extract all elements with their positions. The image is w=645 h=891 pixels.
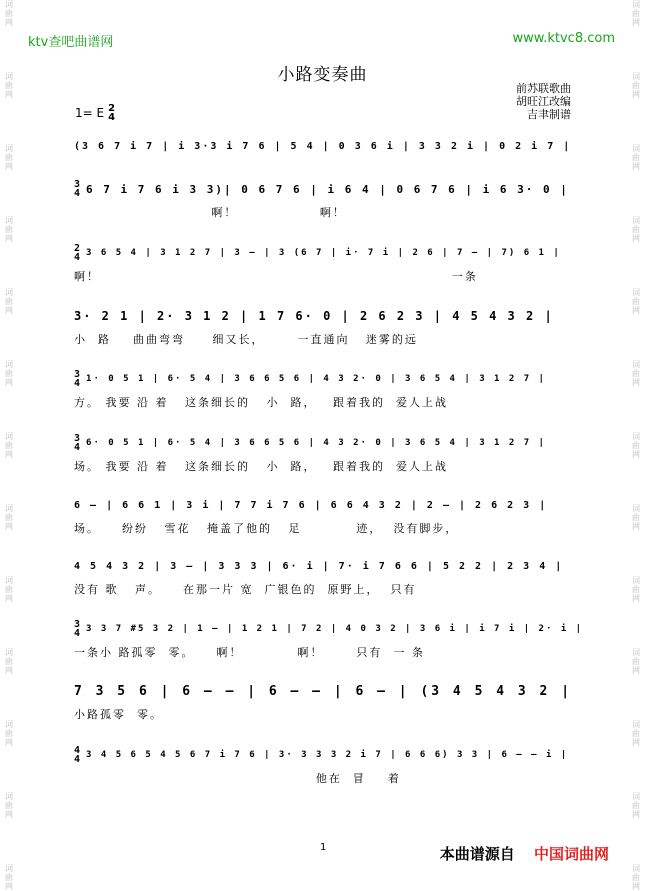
row-time-signature xyxy=(74,434,80,452)
notation-line xyxy=(74,303,574,329)
page-number: 1 xyxy=(320,842,327,853)
row-time-bottom: 4 xyxy=(74,378,81,389)
watermark-char: 词 xyxy=(632,648,640,657)
watermark-char: 词 xyxy=(632,288,640,297)
row-time-bottom: 4 xyxy=(74,252,81,263)
watermark-char: 网 xyxy=(632,162,640,171)
watermark-group xyxy=(632,864,640,891)
notes-text: 3· 2 1 | 2· 3 1 2 | 1 7 6· 0 | 2 6 2 3 | 4 5 4 3 2 | xyxy=(74,309,554,323)
watermark-char: 曲 xyxy=(5,9,13,18)
watermark-group xyxy=(632,576,640,603)
score-row xyxy=(74,366,574,410)
lyrics-line xyxy=(74,163,574,177)
watermark-char: 曲 xyxy=(5,729,13,738)
site-url-right[interactable]: www.ktvc8.com xyxy=(512,31,615,46)
watermark-char: 词 xyxy=(5,792,13,801)
watermark-char: 网 xyxy=(5,162,13,171)
watermark-char: 词 xyxy=(5,864,13,873)
watermark-char: 网 xyxy=(632,450,640,459)
lyrics-line: 方。 我要 沿 着 这条细长的 小 路， 跟着我的 爱人上战 xyxy=(74,396,448,409)
row-time-top: 3 xyxy=(74,369,81,380)
song-title: 小路变奏曲 xyxy=(277,65,368,85)
row-time-bottom: 4 xyxy=(74,754,81,765)
row-time-top: 3 xyxy=(74,179,81,190)
lyrics-line: 场。 纷纷 雪花 掩盖了他的 足 迹， 没有脚步， xyxy=(74,522,459,535)
watermark-char: 网 xyxy=(632,882,640,891)
notation-line xyxy=(74,133,574,159)
notation-line xyxy=(74,616,584,642)
watermark-char: 网 xyxy=(632,594,640,603)
score-row xyxy=(74,303,574,347)
watermark-char: 词 xyxy=(632,72,640,81)
lyrics-line: 没有 歌 声。 在那一片 宽 广银色的 原野上， 只有 xyxy=(74,583,417,596)
watermark-char: 词 xyxy=(5,0,13,9)
watermark-char: 词 xyxy=(5,504,13,513)
score-row xyxy=(74,176,574,220)
watermark-char: 网 xyxy=(632,378,640,387)
watermark-char: 网 xyxy=(5,306,13,315)
watermark-char: 曲 xyxy=(5,153,13,162)
key-signature xyxy=(75,104,115,122)
row-time-top: 3 xyxy=(74,619,81,630)
watermark-char: 网 xyxy=(5,882,13,891)
watermark-char: 网 xyxy=(5,18,13,27)
watermark-group xyxy=(632,288,640,315)
watermark-char: 曲 xyxy=(632,153,640,162)
lyrics-line: 场。 我要 沿 着 这条细长的 小 路， 跟着我的 爱人上战 xyxy=(74,460,448,473)
lyrics-line: 小路孤零 零。 xyxy=(74,708,163,721)
watermark-char: 曲 xyxy=(632,225,640,234)
watermark-group xyxy=(632,360,640,387)
watermark-char: 曲 xyxy=(632,801,640,810)
watermark-char: 曲 xyxy=(5,873,13,882)
row-time-top: 3 xyxy=(74,433,81,444)
watermark-char: 词 xyxy=(632,360,640,369)
lyrics-line: 小 路 曲曲弯弯 细又长， 一直通向 迷雾的远 xyxy=(74,333,418,346)
watermark-group xyxy=(632,432,640,459)
watermark-char: 网 xyxy=(5,378,13,387)
watermark-char: 网 xyxy=(5,522,13,531)
watermark-char: 词 xyxy=(5,144,13,153)
score-row xyxy=(74,430,574,474)
notes-text: 6· 0 5 1 | 6· 5 4 | 3 6 6 5 6 | 4 3 2· 0 | 3 6 5 4 | 3 1 2 7 | xyxy=(86,438,546,448)
watermark-group xyxy=(632,0,640,27)
watermark-group xyxy=(5,648,13,675)
lyrics-line: 啊！ 一条 xyxy=(74,270,478,283)
notes-text: 6 7 i 7 6 i 3 3)| 0 6 7 6 | i 6 4 | 0 6 7 6 | i 6 3· 0 | xyxy=(86,182,569,196)
watermark-char: 词 xyxy=(5,720,13,729)
watermark-char: 网 xyxy=(5,450,13,459)
notation-line xyxy=(74,553,574,579)
notation-line xyxy=(74,176,574,202)
time-top: 2 xyxy=(108,103,116,114)
footer-source-label: 本曲谱源自 xyxy=(439,845,515,863)
watermark-char: 曲 xyxy=(5,585,13,594)
watermark-group xyxy=(632,216,640,243)
watermark-char: 网 xyxy=(632,522,640,531)
row-time-signature xyxy=(74,180,80,198)
watermark-char: 曲 xyxy=(632,81,640,90)
notation-line xyxy=(74,742,574,768)
watermark-char: 曲 xyxy=(5,801,13,810)
watermark-char: 曲 xyxy=(632,369,640,378)
watermark-char: 词 xyxy=(632,216,640,225)
watermark-char: 网 xyxy=(5,90,13,99)
watermark-char: 网 xyxy=(632,738,640,747)
credit-origin: 前苏联歌曲 xyxy=(516,82,571,95)
watermark-group xyxy=(5,216,13,243)
notation-line xyxy=(74,492,574,518)
score-row xyxy=(74,742,574,786)
watermark-group xyxy=(5,144,13,171)
watermark-char: 词 xyxy=(5,216,13,225)
watermark-char: 词 xyxy=(5,576,13,585)
watermark-char: 曲 xyxy=(5,81,13,90)
watermark-char: 网 xyxy=(632,234,640,243)
time-bottom: 4 xyxy=(108,112,116,123)
watermark-group xyxy=(5,0,13,27)
watermark-group xyxy=(5,504,13,531)
notes-text: 3 4 5 6 5 4 5 6 7 i 7 6 | 3· 3 3 3 2 i 7 | 6 6 6) 3 3 | 6 – – i | xyxy=(86,750,569,760)
watermark-group xyxy=(632,144,640,171)
watermark-column-right xyxy=(629,0,643,891)
watermark-char: 曲 xyxy=(632,441,640,450)
lyrics-line: 一条小 路孤零 零。 啊！ 啊！ 只有 一 条 xyxy=(74,646,425,659)
credits-block xyxy=(516,82,571,121)
credit-arranger: 胡旺江改编 xyxy=(516,95,571,108)
footer-source-site[interactable]: 中国词曲网 xyxy=(533,845,609,863)
watermark-char: 网 xyxy=(5,738,13,747)
score-row xyxy=(74,616,584,660)
row-time-signature xyxy=(74,746,80,764)
row-time-bottom: 4 xyxy=(74,628,81,639)
time-signature xyxy=(108,104,115,122)
watermark-char: 词 xyxy=(632,576,640,585)
credit-transcriber: 吉聿制谱 xyxy=(527,108,571,121)
row-time-signature xyxy=(74,370,80,388)
score-row xyxy=(74,553,574,597)
watermark-char: 曲 xyxy=(5,513,13,522)
lyrics-line: 啊！ 啊！ xyxy=(74,206,346,219)
notes-text: 1· 0 5 1 | 6· 5 4 | 3 6 6 5 6 | 4 3 2· 0 | 3 6 5 4 | 3 1 2 7 | xyxy=(86,374,546,384)
watermark-char: 词 xyxy=(632,864,640,873)
score-row xyxy=(74,492,574,536)
notes-text: 3 6 5 4 | 3 1 2 7 | 3 – | 3 (6 7 | i· 7 i | 2 6 | 7 – | 7) 6 1 | xyxy=(86,248,561,258)
watermark-char: 网 xyxy=(5,666,13,675)
key-label: 1= E xyxy=(75,106,105,120)
row-time-top: 4 xyxy=(74,745,81,756)
notation-line xyxy=(74,366,574,392)
row-time-top: 2 xyxy=(74,243,81,254)
watermark-char: 词 xyxy=(632,0,640,9)
notation-line xyxy=(74,430,574,456)
watermark-char: 曲 xyxy=(632,657,640,666)
watermark-char: 曲 xyxy=(5,369,13,378)
watermark-char: 曲 xyxy=(632,585,640,594)
lyrics-line: 他在 冒 着 xyxy=(74,772,401,785)
watermark-group xyxy=(5,792,13,819)
row-time-bottom: 4 xyxy=(74,442,81,453)
watermark-char: 词 xyxy=(632,432,640,441)
watermark-group xyxy=(632,504,640,531)
notes-text: 7 3 5 6 | 6 – – | 6 – – | 6 – | (3 4 5 4 3 2 | xyxy=(74,683,573,699)
watermark-char: 曲 xyxy=(632,297,640,306)
watermark-char: 网 xyxy=(5,810,13,819)
notation-line xyxy=(74,240,574,266)
notes-text: 6 – | 6 6 1 | 3 i | 7 7 i 7 6 | 6 6 4 3 2 | 2 – | 2 6 2 3 | xyxy=(74,499,548,511)
watermark-char: 曲 xyxy=(632,873,640,882)
watermark-char: 曲 xyxy=(5,225,13,234)
watermark-group xyxy=(632,792,640,819)
watermark-char: 词 xyxy=(632,504,640,513)
watermark-char: 词 xyxy=(632,792,640,801)
score-row xyxy=(74,678,574,722)
watermark-char: 曲 xyxy=(5,297,13,306)
watermark-char: 曲 xyxy=(5,441,13,450)
watermark-char: 网 xyxy=(5,594,13,603)
watermark-char: 曲 xyxy=(632,729,640,738)
watermark-char: 网 xyxy=(632,810,640,819)
site-name-left[interactable]: ktv查吧曲谱网 xyxy=(28,35,114,50)
footer-source xyxy=(440,843,609,864)
watermark-char: 词 xyxy=(5,432,13,441)
notes-text: 3 3 7 #5 3 2 | 1 – | 1 2 1 | 7 2 | 4 0 3 2 | 3 6 i | i 7 i | 2· i | xyxy=(86,624,584,634)
watermark-char: 网 xyxy=(632,306,640,315)
score-row xyxy=(74,240,574,284)
notes-text: 4 5 4 3 2 | 3 – | 3 3 3 | 6· i | 7· i 7 6 6 | 5 2 2 | 2 3 4 | xyxy=(74,560,564,572)
watermark-char: 网 xyxy=(632,90,640,99)
row-time-bottom: 4 xyxy=(74,188,81,199)
watermark-char: 词 xyxy=(5,648,13,657)
watermark-char: 网 xyxy=(5,234,13,243)
watermark-group xyxy=(5,720,13,747)
watermark-char: 曲 xyxy=(632,513,640,522)
notation-line xyxy=(74,678,574,704)
watermark-group xyxy=(632,720,640,747)
watermark-char: 网 xyxy=(632,666,640,675)
watermark-column-left xyxy=(2,0,16,891)
watermark-char: 网 xyxy=(632,18,640,27)
watermark-group xyxy=(5,288,13,315)
watermark-char: 词 xyxy=(632,720,640,729)
watermark-char: 词 xyxy=(5,360,13,369)
watermark-group xyxy=(5,864,13,891)
watermark-group xyxy=(632,648,640,675)
watermark-group xyxy=(5,360,13,387)
watermark-char: 曲 xyxy=(632,9,640,18)
watermark-group xyxy=(5,432,13,459)
watermark-char: 词 xyxy=(5,72,13,81)
notes-text: (3 6 7 i 7 | i 3·3 i 7 6 | 5 4 | 0 3 6 i | 3 3 2 i | 0 2 i 7 | xyxy=(74,140,572,152)
watermark-group xyxy=(5,576,13,603)
row-time-signature xyxy=(74,244,80,262)
row-time-signature xyxy=(74,620,80,638)
score-row xyxy=(74,133,574,177)
watermark-char: 词 xyxy=(5,288,13,297)
watermark-char: 词 xyxy=(632,144,640,153)
watermark-char: 曲 xyxy=(5,657,13,666)
